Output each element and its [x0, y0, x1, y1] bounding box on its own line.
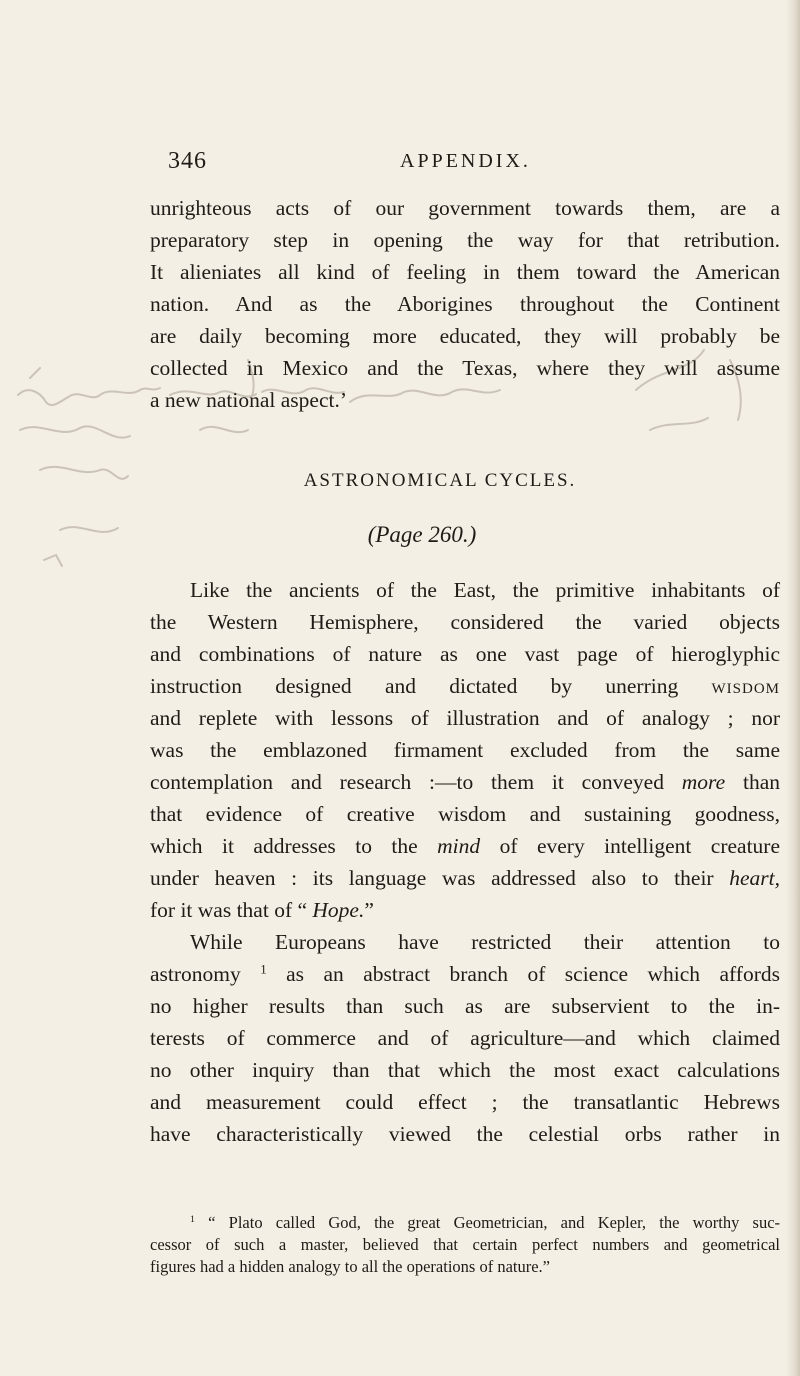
text-line: are daily becoming more educated, they will probably be: [150, 324, 780, 348]
text-run: which it addresses to the: [150, 834, 438, 858]
text-line: no higher results than such as are subservient to the in-: [150, 994, 780, 1018]
page-edge: [786, 0, 800, 1376]
text-line: collected in Mexico and the Texas, where they will assume: [150, 356, 780, 380]
text-line: terests of commerce and of agriculture—and which claimed: [150, 1026, 780, 1050]
text-line: unrighteous acts of our government towards them, are a: [150, 196, 780, 220]
page-number: 346: [168, 148, 207, 174]
footnote-ref[interactable]: 1: [260, 962, 267, 977]
page-header: [168, 148, 708, 182]
footnote-line: [150, 1212, 780, 1234]
text-run: astronomy: [150, 962, 261, 986]
paragraph-ancients: [150, 574, 780, 926]
text-line: [150, 766, 780, 798]
footnote-line: cessor of such a master, believed that certain perfect numbers and geometrical: [150, 1235, 780, 1254]
text-run: “ Plato called God, the great Geometrician, and Kepler, the worthy suc-: [208, 1213, 781, 1232]
text-line: preparatory step in opening the way for that retribution.: [150, 228, 780, 252]
text-line: While Europeans have restricted their attention to: [190, 930, 780, 954]
footnote: [150, 1212, 780, 1278]
text-run: ”: [364, 898, 374, 922]
text-line: [150, 894, 780, 926]
footnote-line: figures had a hidden analogy to all the operations of nature.”: [150, 1257, 550, 1276]
italic-word: more: [681, 770, 726, 794]
text-line: It alieniates all kind of feeling in them toward the American: [150, 260, 780, 284]
text-line: and replete with lessons of illustration and of analogy ; nor: [150, 706, 780, 730]
text-run: for it was that of “: [150, 898, 313, 922]
text-line: no other inquiry than that which the most exact calculations: [150, 1058, 780, 1082]
text-line: [150, 958, 780, 990]
text-line: have characteristically viewed the celestial orbs rather in: [150, 1122, 780, 1146]
text-line: [150, 862, 780, 894]
text-line: Like the ancients of the East, the primitive inhabitants of: [190, 578, 780, 602]
text-run: under heaven : its language was addressed also to their: [150, 866, 730, 890]
text-run: than: [725, 770, 780, 794]
text-line: [150, 830, 780, 862]
text-line: that evidence of creative wisdom and sustaining goodness,: [150, 802, 780, 826]
italic-word: Hope.: [312, 898, 365, 922]
text-run: of every intelligent creature: [480, 834, 780, 858]
footnote-marker: 1: [190, 1214, 195, 1226]
running-head: APPENDIX.: [400, 150, 531, 172]
text-line: and measurement could effect ; the transatlantic Hebrews: [150, 1090, 780, 1114]
text-line: was the emblazoned firmament excluded from the same: [150, 738, 780, 762]
text-run: instruction designed and dictated by unerring: [150, 674, 712, 698]
italic-word: mind: [437, 834, 481, 858]
italic-word: heart,: [729, 866, 780, 890]
text-run: contemplation and research :—to them it conveyed: [150, 770, 682, 794]
text-line: nation. And as the Aborigines throughout the Continent: [150, 292, 780, 316]
section-heading: ASTRONOMICAL CYCLES.: [303, 470, 577, 491]
paragraph-continuation: [150, 192, 780, 416]
text-line: a new national aspect.’: [150, 388, 347, 412]
text-line: and combinations of nature as one vast page of hieroglyphic: [150, 642, 780, 666]
paragraph-europeans: [150, 926, 780, 1150]
small-caps-word: wisdom: [711, 674, 780, 698]
text-run: as an abstract branch of science which affords: [266, 962, 780, 986]
page-reference: (Page 260.): [367, 522, 477, 547]
text-line: [150, 670, 780, 702]
text-line: the Western Hemisphere, considered the varied objects: [150, 610, 780, 634]
